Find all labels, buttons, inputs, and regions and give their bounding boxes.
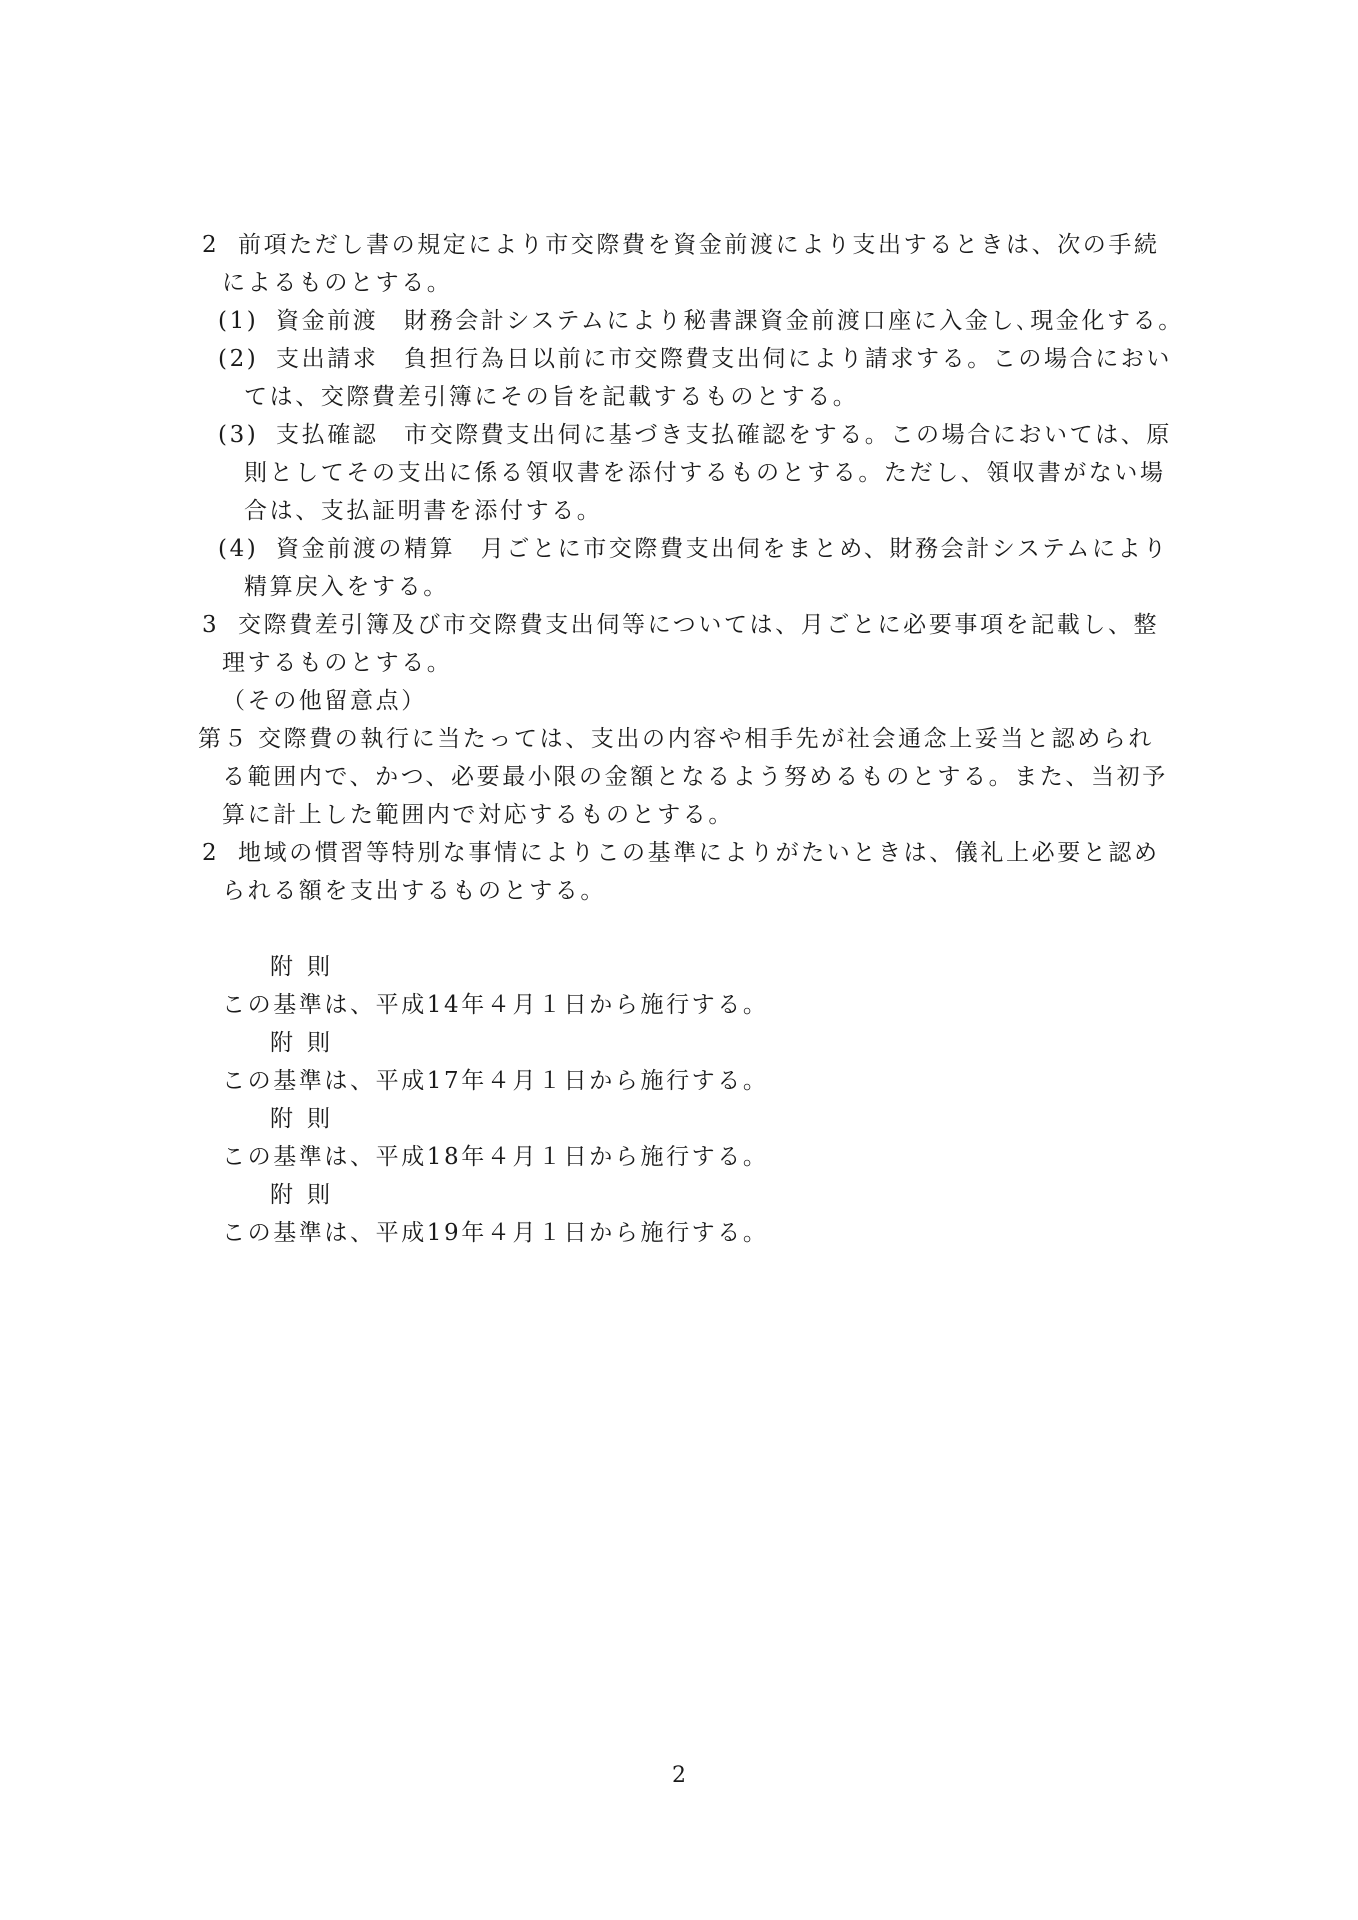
item-3-line-2: 則としてその支出に係る領収書を添付するものとする。ただし、領収書がない場 [244, 460, 1166, 486]
article-5-line-2: る範囲内で、かつ、必要最小限の金額となるよう努めるものとする。また、当初予 [222, 764, 1168, 790]
article-5-line-1 [198, 720, 1168, 758]
item-number: (4) [218, 536, 259, 562]
paragraph-number: 3 [202, 612, 220, 638]
paragraph-2-line-2: によるものとする。 [222, 270, 453, 296]
blank-line [198, 910, 1168, 948]
paragraph-2-line-1 [198, 226, 1168, 264]
item-text: 支払確認 市交際費支出伺に基づき支払確認をする。この場合においては、原 [276, 422, 1172, 448]
article-text: 交際費の執行に当たっては、支出の内容や相手先が社会通念上妥当と認められ [258, 726, 1154, 752]
paragraph-number: 2 [202, 840, 220, 866]
item-number: (1) [218, 308, 259, 334]
item-number: (3) [218, 422, 259, 448]
article-5-paragraph-2-line-1 [198, 834, 1168, 872]
supplementary-heading: 附則 [270, 1030, 344, 1056]
item-3-line-3: 合は、支払証明書を添付する。 [244, 498, 603, 524]
item-4-line-1 [198, 530, 1168, 568]
item-4-line-2: 精算戻入をする。 [244, 574, 449, 600]
supplementary-heading: 附則 [270, 1182, 344, 1208]
supplementary-heading: 附則 [270, 1106, 344, 1132]
paragraph-text: 地域の慣習等特別な事情によりこの基準によりがたいときは、儀礼上必要と認め [238, 840, 1160, 866]
supplementary-heading: 附則 [270, 954, 344, 980]
supplementary-text: この基準は、平成19年４月１日から施行する。 [222, 1220, 769, 1246]
paragraph-text: 交際費差引簿及び市交際費支出伺等については、月ごとに必要事項を記載し、整 [238, 612, 1160, 638]
item-2-line-1 [198, 340, 1172, 378]
item-text: 資金前渡の精算 月ごとに市交際費支出伺をまとめ、財務会計システムにより [276, 536, 1169, 562]
section-caption: （その他留意点） [222, 688, 427, 714]
page-number: 2 [672, 1763, 686, 1788]
supplementary-text: この基準は、平成17年４月１日から施行する。 [222, 1068, 769, 1094]
item-3-line-1 [198, 416, 1172, 454]
article-number: 第５ [198, 726, 250, 752]
paragraph-number: 2 [202, 232, 220, 258]
paragraph-3-line-2: 理するものとする。 [222, 650, 453, 676]
item-text: 資金前渡 財務会計システムにより秘書課資金前渡口座に入金し､現金化する。 [276, 308, 1184, 334]
item-1-line-1 [198, 302, 1184, 340]
item-text: 支出請求 負担行為日以前に市交際費支出伺により請求する。この場合におい [276, 346, 1172, 372]
item-number: (2) [218, 346, 259, 372]
supplementary-text: この基準は、平成18年４月１日から施行する。 [222, 1144, 769, 1170]
supplementary-text: この基準は、平成14年４月１日から施行する。 [222, 992, 769, 1018]
paragraph-text: 前項ただし書の規定により市交際費を資金前渡により支出するときは、次の手続 [238, 232, 1160, 258]
document-body [198, 226, 1184, 1252]
paragraph-3-line-1 [198, 606, 1168, 644]
article-5-paragraph-2-line-2: られる額を支出するものとする。 [222, 878, 606, 904]
item-2-line-2: ては、交際費差引簿にその旨を記載するものとする。 [244, 384, 859, 410]
article-5-line-3: 算に計上した範囲内で対応するものとする。 [222, 802, 734, 828]
